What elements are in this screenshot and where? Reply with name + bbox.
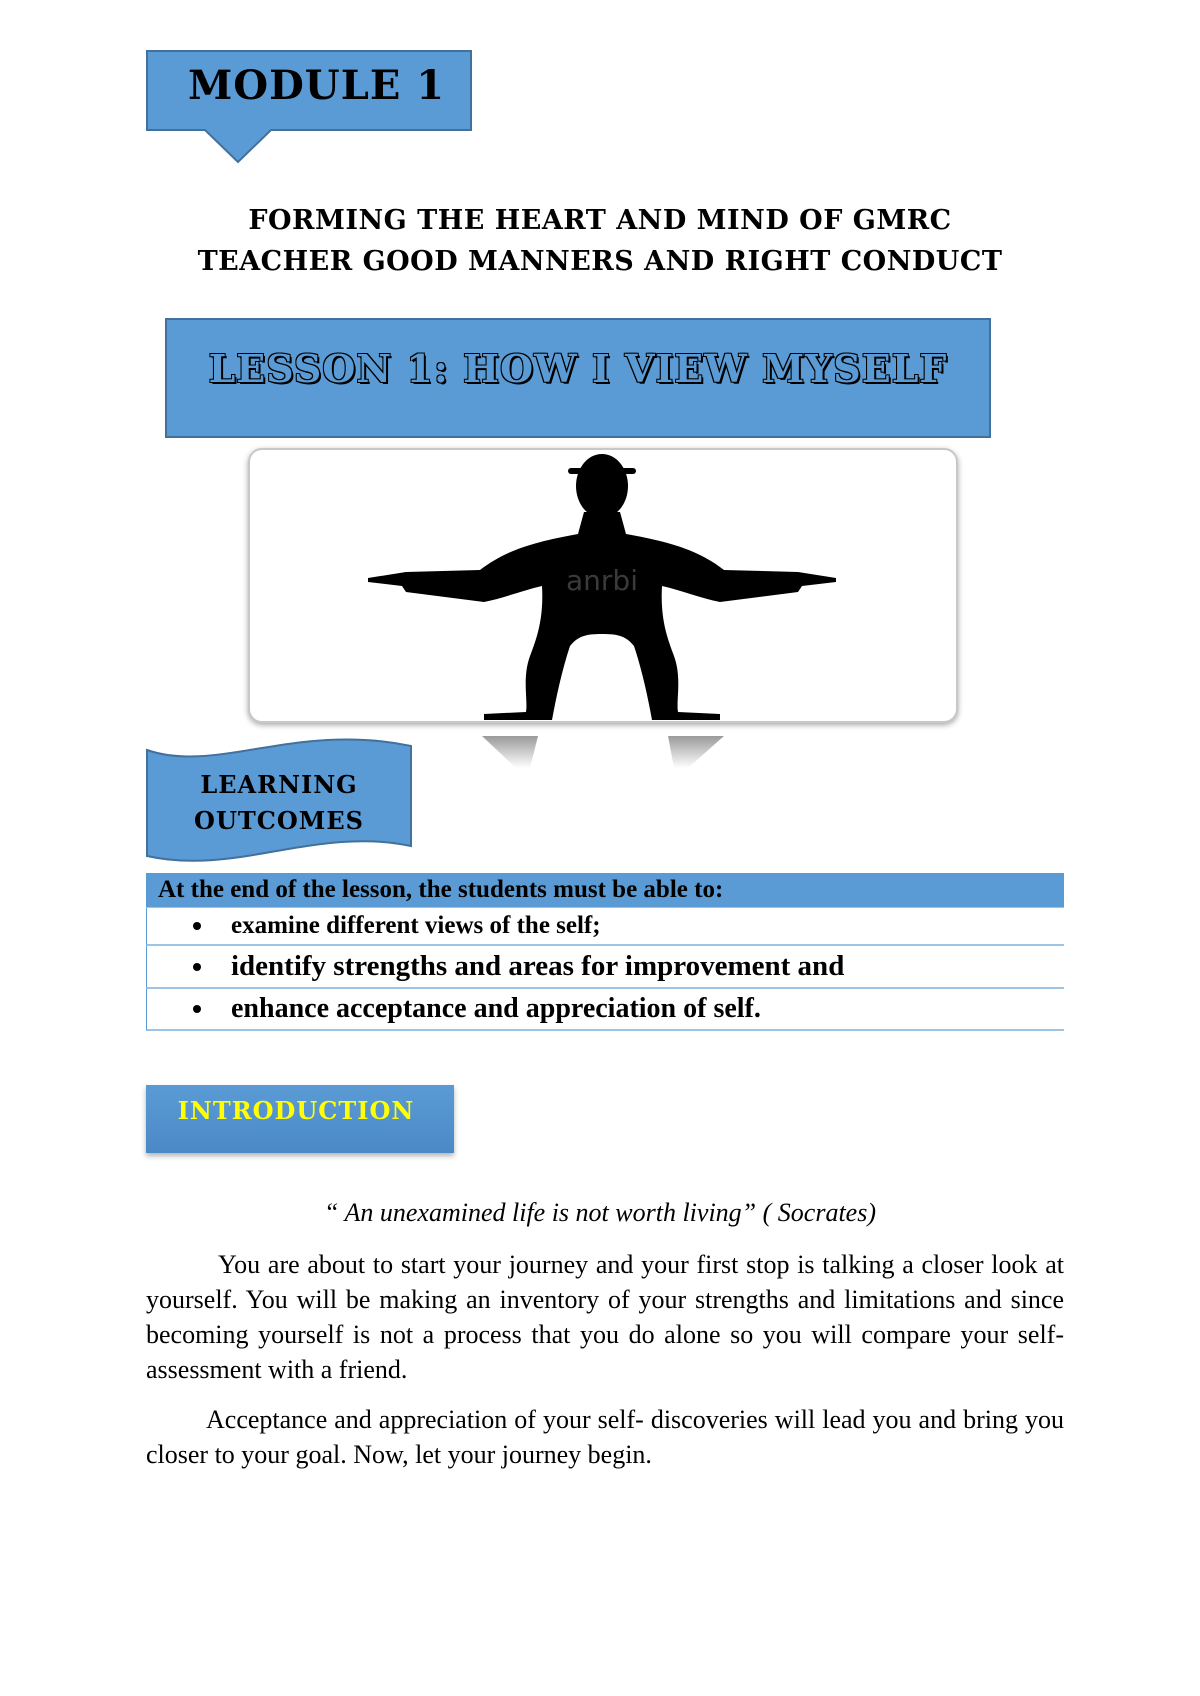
outcome-item — [146, 946, 1064, 989]
introduction-tab — [146, 1085, 454, 1153]
bullet-icon — [193, 963, 201, 971]
bullet-icon — [193, 922, 201, 930]
outcome-text: enhance acceptance and appreciation of self. — [231, 993, 761, 1024]
introduction-label: INTRODUCTION — [177, 1096, 415, 1125]
intro-paragraph-2: Acceptance and appreciation of your self- discoveries will lead you and bring you closer to your goal. Now, let your journey begin. — [146, 1405, 1064, 1469]
figure-frame — [248, 448, 958, 723]
outcomes-intro: At the end of the lesson, the students must be able to: — [146, 873, 1064, 908]
banner-shape — [146, 736, 412, 868]
outcome-item — [146, 908, 1064, 946]
human-silhouette-icon — [250, 450, 956, 721]
module-label: MODULE 1 — [188, 62, 446, 109]
learning-outcomes-table — [146, 873, 1064, 1031]
learning-outcomes-label-line-2: OUTCOMES — [194, 806, 364, 835]
learning-outcomes-banner — [146, 736, 412, 868]
outcome-text: identify strengths and areas for improvement and — [231, 950, 845, 982]
lesson-title: LESSON 1: HOW I VIEW MYSELF — [208, 346, 948, 391]
module-callout — [146, 50, 472, 164]
page-title-line-2: TEACHER GOOD MANNERS AND RIGHT CONDUCT — [197, 246, 1003, 277]
intro-paragraph-1: You are about to start your journey and your first stop is talking a closer look at yourself. You will be making an inventory of your strengths and limitations and since becoming yourself is not a process that you do alone so you will compare your self- assessment with a friend. — [146, 1250, 1064, 1384]
outcome-item — [146, 989, 1064, 1031]
bullet-icon — [193, 1005, 201, 1013]
outcome-text: examine different views of the self; — [231, 912, 601, 939]
learning-outcomes-label-line-1: LEARNING — [200, 770, 358, 799]
figure-watermark: anrbi — [566, 564, 638, 597]
page-title-line-1: FORMING THE HEART AND MIND OF GMRC — [248, 205, 952, 236]
lesson-banner — [165, 318, 991, 438]
socrates-quote: “ An unexamined life is not worth living” ( Socrates) — [324, 1198, 876, 1227]
